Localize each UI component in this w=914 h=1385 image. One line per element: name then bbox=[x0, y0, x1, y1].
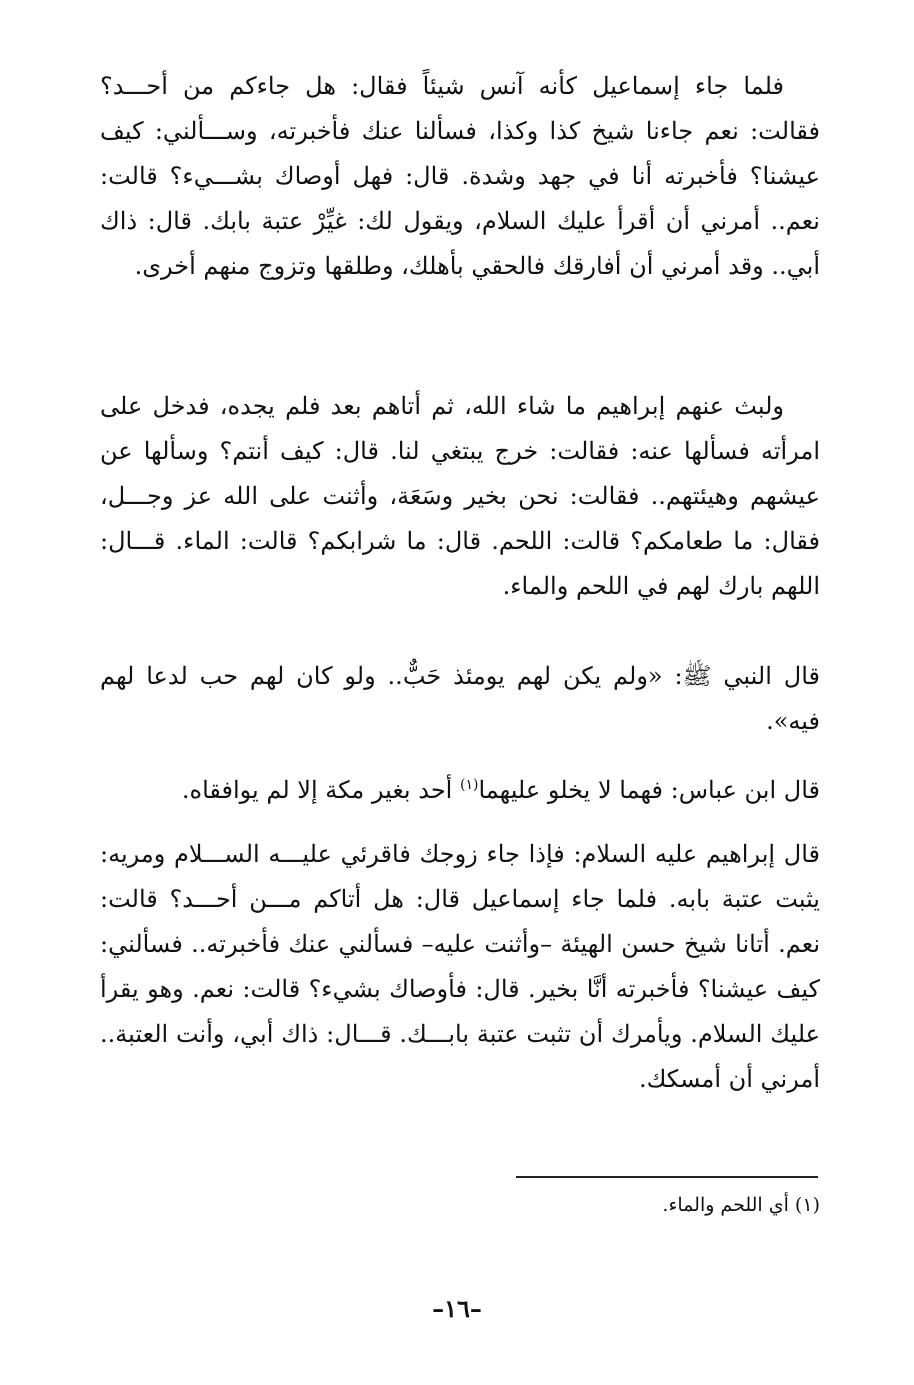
footnote-divider bbox=[516, 1176, 818, 1178]
footnote-reference: (١) bbox=[459, 777, 479, 793]
paragraph-4 bbox=[100, 768, 820, 813]
footnote: (١) أي اللحم والماء. bbox=[662, 1194, 820, 1216]
paragraph-4-text-after: أحد بغير مكة إلا لم يوافقاه. bbox=[181, 776, 460, 804]
page-number: –١٦– bbox=[432, 1294, 482, 1323]
paragraph-3: قال النبي ﷺ: «ولم يكن لهم يومئذ حَبٌّ.. ولو كان لهم حب لدعا لهم فيه». bbox=[100, 662, 820, 735]
paragraph-2: ولبث عنهم إبراهيم ما شاء الله، ثم أتاهم بعد فلم يجده، فدخل على امرأته فسألها عنه: فقالت: خرج يبتغي لنا. قال: كيف أنتم؟ وسألها عن عيشهم وهيئتهم.. فقالت: نحن بخير وسَعَة، وأثنت على الله عز وجـــل، فقال: ما طعامكم؟ قالت: اللحم. قال: ما شرابكم؟ قالت: الماء. قـــال: اللهم بارك لهم في اللحم والماء. bbox=[100, 392, 820, 600]
paragraph-4-text-before: قال ابن عباس: فهما لا يخلو عليهما bbox=[478, 776, 820, 804]
paragraph-5: قال إبراهيم عليه السلام: فإذا جاء زوجك فاقرئي عليـــه الســـلام ومريه: يثبت عتبة بابه. فلما جاء إسماعيل قال: هل أتاكم مـــن أحـــد؟ قالت: نعم. أتانا شيخ حسن الهيئة –وأثنت عليه– فسألني عنك فأخبرته.. فسألني: كيف عيشنا؟ فأخبرته أنَّا بخير. قال: فأوصاك بشيء؟ قالت: نعم. وهو يقرأ عليك السلام. ويأمرك أن تثبت عتبة بابـــك. قـــال: ذاك أبي، وأنت العتبة.. أمرني أن أمسكك. bbox=[100, 840, 820, 1093]
paragraph-1: فلما جاء إسماعيل كأنه آنس شيئاً فقال: هل جاءكم من أحـــد؟ فقالت: نعم جاءنا شيخ كذا وكذا، فسألنا عنك فأخبرته، وســـألني: كيف عيشنا؟ فأخبرته أنا في جهد وشدة. قال: فهل أوصاك بشـــيء؟ قالت: نعم.. أمرني أن أقرأ عليك السلام، ويقول لك: غيِّرْ عتبة بابك. قال: ذاك أبي.. وقد أمرني أن أفارقك فالحقي بأهلك، وطلقها وتزوج منهم أخرى. bbox=[100, 72, 820, 280]
